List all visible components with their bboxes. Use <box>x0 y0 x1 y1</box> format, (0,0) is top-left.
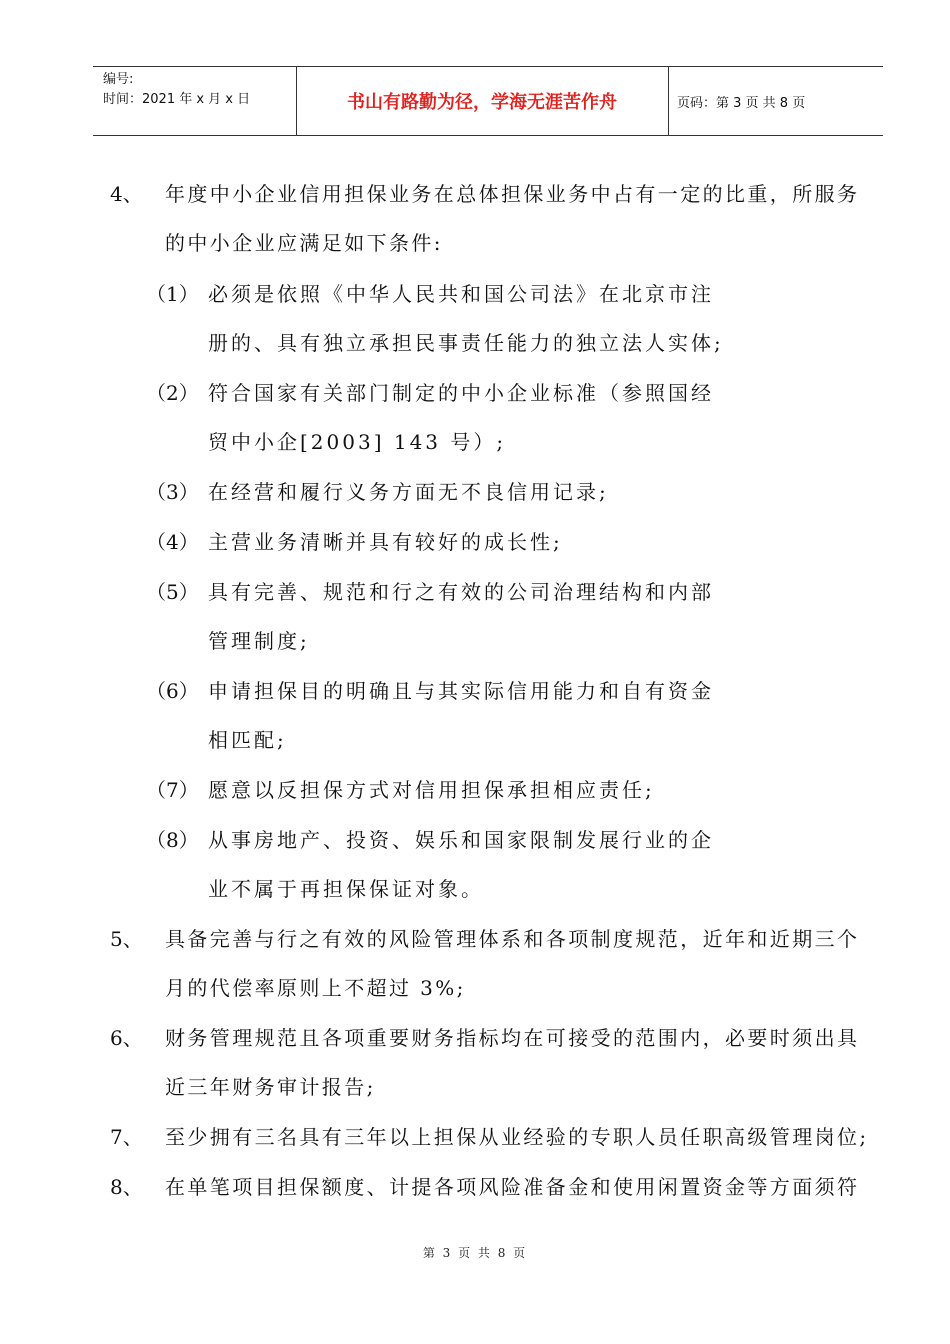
condition-text-line: 在经营和履行义务方面无不良信用记录; <box>208 480 609 504</box>
item-text-line: 至少拥有三名具有三年以上担保从业经验的专职人员任职高级管理岗位; <box>165 1125 869 1149</box>
header-page-label: 页码：第 3 页 共 8 页 <box>677 96 806 111</box>
condition-text-line: 主营业务清晰并具有较好的成长性; <box>208 530 563 554</box>
item-number: 4、 <box>110 182 143 206</box>
header-motto: 书山有路勤为径，学海无涯苦作舟 <box>347 92 617 113</box>
condition-number: （4） <box>146 530 199 554</box>
condition-number: （5） <box>146 580 199 604</box>
page-footer: 第 3 页 共 8 页 <box>422 1246 528 1260</box>
condition-text-line: 具有完善、规范和行之有效的公司治理结构和内部 <box>208 580 714 604</box>
condition-text-line: 贸中小企[2003] 143 号）; <box>208 430 507 454</box>
condition-text-line: 从事房地产、投资、娱乐和国家限制发展行业的企 <box>208 828 714 852</box>
condition-number: （6） <box>146 679 199 703</box>
condition-text-line: 必须是依照《中华人民共和国公司法》在北京市注 <box>208 282 714 306</box>
header-top-rule <box>93 66 883 67</box>
condition-text-line: 愿意以反担保方式对信用担保承担相应责任; <box>208 778 655 802</box>
item-text-line: 在单笔项目担保额度、计提各项风险准备金和使用闲置资金等方面须符 <box>165 1175 860 1199</box>
condition-text-line: 符合国家有关部门制定的中小企业标准（参照国经 <box>208 381 714 405</box>
header-divider <box>668 66 669 136</box>
condition-text-line: 管理制度; <box>208 629 310 653</box>
condition-number: （2） <box>146 381 199 405</box>
condition-text-line: 册的、具有独立承担民事责任能力的独立法人实体; <box>208 331 724 355</box>
condition-number: （3） <box>146 480 199 504</box>
item-number: 8、 <box>110 1175 143 1199</box>
item-number: 5、 <box>110 927 143 951</box>
condition-number: （7） <box>146 778 199 802</box>
item-text-line: 近三年财务审计报告; <box>165 1075 376 1099</box>
condition-number: （8） <box>146 828 199 852</box>
header-meta <box>103 70 250 110</box>
item-text-line: 年度中小企业信用担保业务在总体担保业务中占有一定的比重，所服务 <box>165 182 860 206</box>
item-text-line: 具备完善与行之有效的风险管理体系和各项制度规范，近年和近期三个 <box>165 927 860 951</box>
item-number: 6、 <box>110 1026 143 1050</box>
condition-number: （1） <box>146 282 199 306</box>
code-label: 编号: <box>103 72 134 87</box>
condition-text-line: 申请担保目的明确且与其实际信用能力和自有资金 <box>208 679 714 703</box>
item-text-line: 财务管理规范且各项重要财务指标均在可接受的范围内，必要时须出具 <box>165 1026 860 1050</box>
condition-text-line: 业不属于再担保保证对象。 <box>208 877 484 901</box>
item-number: 7、 <box>110 1125 143 1149</box>
header-bottom-rule <box>93 135 883 136</box>
item-text-line: 月的代偿率原则上不超过 3%; <box>165 976 466 1000</box>
item-text-line: 的中小企业应满足如下条件: <box>165 231 443 255</box>
page-header <box>93 66 883 136</box>
condition-text-line: 相匹配; <box>208 728 287 752</box>
time-label: 时间：2021 年 x 月 x 日 <box>103 92 251 107</box>
